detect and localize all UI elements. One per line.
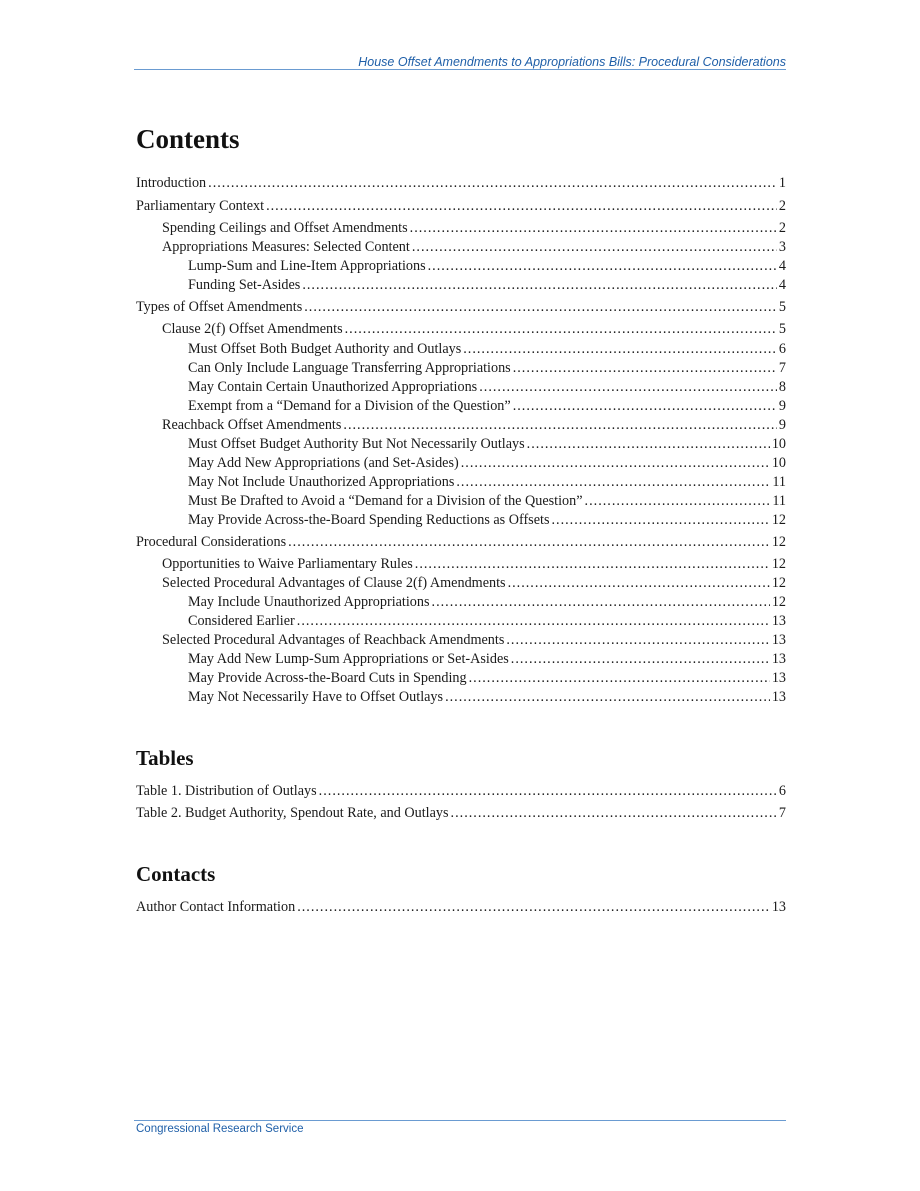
toc-entry-page: 1 bbox=[778, 175, 786, 191]
toc-entry-title: Appropriations Measures: Selected Content bbox=[162, 239, 410, 255]
toc-entry-title: May Include Unauthorized Appropriations bbox=[188, 594, 430, 610]
toc-entry[interactable] bbox=[188, 473, 786, 491]
toc-leader bbox=[302, 276, 777, 294]
toc-leader bbox=[461, 454, 770, 472]
table-list-entry[interactable] bbox=[136, 804, 786, 822]
toc-entry[interactable] bbox=[188, 276, 786, 294]
toc-entry-title: May Add New Appropriations (and Set-Asides) bbox=[188, 455, 459, 471]
contents-heading: Contents bbox=[136, 124, 240, 154]
contacts-entry[interactable] bbox=[136, 898, 786, 916]
table-list-title: Table 1. Distribution of Outlays bbox=[136, 783, 317, 799]
toc-leader bbox=[319, 782, 777, 800]
toc-entry-page: 10 bbox=[771, 455, 786, 471]
toc-entry[interactable] bbox=[188, 688, 786, 706]
toc-entry[interactable] bbox=[188, 650, 786, 668]
toc-entry[interactable] bbox=[188, 511, 786, 529]
toc-leader bbox=[288, 533, 770, 551]
toc-entry-page: 13 bbox=[771, 689, 786, 705]
toc-leader bbox=[343, 416, 777, 434]
toc-leader bbox=[456, 473, 770, 491]
toc-leader bbox=[304, 298, 777, 316]
toc-entry-title: May Add New Lump-Sum Appropriations or Set-Asides bbox=[188, 651, 509, 667]
toc-entry-title: May Provide Across-the-Board Cuts in Spending bbox=[188, 670, 467, 686]
toc-leader bbox=[585, 492, 771, 510]
toc-leader bbox=[345, 320, 777, 338]
toc-leader bbox=[527, 435, 770, 453]
toc-leader bbox=[463, 340, 777, 358]
toc-entry-title: Must Be Drafted to Avoid a “Demand for a Division of the Question” bbox=[188, 493, 583, 509]
toc-leader bbox=[412, 238, 777, 256]
toc-entry-title: Spending Ceilings and Offset Amendments bbox=[162, 220, 408, 236]
toc-entry[interactable] bbox=[162, 238, 786, 256]
table-list-entry[interactable] bbox=[136, 782, 786, 800]
toc-entry-title: Introduction bbox=[136, 175, 207, 191]
toc-entry-page: 13 bbox=[771, 613, 786, 629]
toc-entry-page: 6 bbox=[778, 341, 786, 357]
toc-entry-title: Opportunities to Waive Parliamentary Rules bbox=[162, 556, 413, 572]
toc-entry[interactable] bbox=[136, 298, 786, 316]
toc-entry-title: Parliamentary Context bbox=[136, 198, 265, 214]
toc-entry-title: Can Only Include Language Transferring Appropriations bbox=[188, 360, 511, 376]
toc-entry[interactable] bbox=[188, 454, 786, 472]
toc-entry-title: Types of Offset Amendments bbox=[136, 299, 303, 315]
toc-entry-page: 12 bbox=[771, 556, 786, 572]
table-list-page: 6 bbox=[778, 783, 786, 799]
toc-entry[interactable] bbox=[136, 174, 786, 192]
toc-entry[interactable] bbox=[162, 555, 786, 573]
toc-entry[interactable] bbox=[162, 320, 786, 338]
toc-entry-page: 5 bbox=[778, 299, 786, 315]
toc-leader bbox=[451, 804, 777, 822]
toc-entry-page: 9 bbox=[778, 398, 786, 414]
toc-entry-page: 13 bbox=[771, 651, 786, 667]
toc-entry[interactable] bbox=[188, 612, 786, 630]
toc-leader bbox=[511, 650, 770, 668]
toc-entry-title: Must Offset Budget Authority But Not Necessarily Outlays bbox=[188, 436, 525, 452]
toc-leader bbox=[415, 555, 770, 573]
running-header: House Offset Amendments to Appropriations Bills: Procedural Considerations bbox=[358, 55, 786, 69]
toc-entry-page: 13 bbox=[771, 670, 786, 686]
toc-entry[interactable] bbox=[162, 416, 786, 434]
toc-entry-title: May Provide Across-the-Board Spending Reductions as Offsets bbox=[188, 512, 550, 528]
toc-entry[interactable] bbox=[188, 359, 786, 377]
footer-rule bbox=[134, 1120, 786, 1121]
toc-entry-title: Must Offset Both Budget Authority and Outlays bbox=[188, 341, 462, 357]
toc-entry[interactable] bbox=[136, 533, 786, 551]
toc-entry[interactable] bbox=[136, 197, 786, 215]
toc-entry-page: 11 bbox=[772, 474, 786, 490]
toc-entry-page: 9 bbox=[778, 417, 786, 433]
toc-leader bbox=[445, 688, 770, 706]
toc-entry[interactable] bbox=[188, 257, 786, 275]
toc-entry[interactable] bbox=[188, 378, 786, 396]
toc-entry[interactable] bbox=[188, 593, 786, 611]
toc-leader bbox=[551, 511, 769, 529]
toc-entry-title: Exempt from a “Demand for a Division of the Question” bbox=[188, 398, 511, 414]
table-list-page: 7 bbox=[778, 805, 786, 821]
toc-entry-page: 4 bbox=[778, 277, 786, 293]
toc-entry-page: 2 bbox=[778, 198, 786, 214]
toc-entry-title: May Contain Certain Unauthorized Appropriations bbox=[188, 379, 478, 395]
toc-entry[interactable] bbox=[162, 219, 786, 237]
toc-entry[interactable] bbox=[188, 397, 786, 415]
toc-leader bbox=[297, 898, 770, 916]
toc-entry-page: 11 bbox=[772, 493, 786, 509]
toc-leader bbox=[297, 612, 770, 630]
table-list-title: Table 2. Budget Authority, Spendout Rate, and Outlays bbox=[136, 805, 449, 821]
toc-entry-page: 12 bbox=[771, 534, 786, 550]
contacts-entry-title: Author Contact Information bbox=[136, 899, 296, 915]
toc-leader bbox=[506, 631, 769, 649]
toc-entry-page: 3 bbox=[778, 239, 786, 255]
toc-leader bbox=[410, 219, 777, 237]
toc-entry-page: 12 bbox=[771, 512, 786, 528]
contacts-heading: Contacts bbox=[136, 862, 216, 886]
toc-entry-page: 10 bbox=[771, 436, 786, 452]
toc-entry-page: 2 bbox=[778, 220, 786, 236]
toc-entry-page: 12 bbox=[771, 594, 786, 610]
toc-leader bbox=[432, 593, 770, 611]
toc-entry-title: Selected Procedural Advantages of Reachback Amendments bbox=[162, 632, 505, 648]
toc-leader bbox=[513, 359, 777, 377]
toc-entry-page: 7 bbox=[778, 360, 786, 376]
toc-entry[interactable] bbox=[188, 669, 786, 687]
toc-entry-title: Considered Earlier bbox=[188, 613, 295, 629]
toc-entry-title: May Not Necessarily Have to Offset Outlays bbox=[188, 689, 444, 705]
toc-leader bbox=[479, 378, 777, 396]
toc-entry-title: Funding Set-Asides bbox=[188, 277, 301, 293]
footer-text: Congressional Research Service bbox=[136, 1123, 304, 1135]
toc-entry-page: 5 bbox=[778, 321, 786, 337]
toc-entry-title: May Not Include Unauthorized Appropriations bbox=[188, 474, 455, 490]
toc-entry-page: 4 bbox=[778, 258, 786, 274]
toc-leader bbox=[508, 574, 770, 592]
toc-leader bbox=[208, 174, 777, 192]
toc-leader bbox=[266, 197, 777, 215]
toc-entry-title: Selected Procedural Advantages of Clause 2(f) Amendments bbox=[162, 575, 506, 591]
toc-entry-page: 8 bbox=[778, 379, 786, 395]
toc-entry-title: Reachback Offset Amendments bbox=[162, 417, 342, 433]
toc-entry[interactable] bbox=[162, 631, 786, 649]
tables-heading: Tables bbox=[136, 746, 194, 770]
toc-leader bbox=[469, 669, 770, 687]
toc-leader bbox=[428, 257, 777, 275]
header-rule bbox=[134, 69, 786, 70]
toc-entry-title: Lump-Sum and Line-Item Appropriations bbox=[188, 258, 426, 274]
toc-entry[interactable] bbox=[162, 574, 786, 592]
toc-entry[interactable] bbox=[188, 435, 786, 453]
toc-entry[interactable] bbox=[188, 340, 786, 358]
toc-entry-title: Clause 2(f) Offset Amendments bbox=[162, 321, 343, 337]
toc-entry-title: Procedural Considerations bbox=[136, 534, 287, 550]
toc-entry-page: 13 bbox=[771, 632, 786, 648]
toc-entry[interactable] bbox=[188, 492, 786, 510]
toc-leader bbox=[513, 397, 777, 415]
toc-entry-page: 12 bbox=[771, 575, 786, 591]
contacts-entry-page: 13 bbox=[771, 899, 786, 915]
